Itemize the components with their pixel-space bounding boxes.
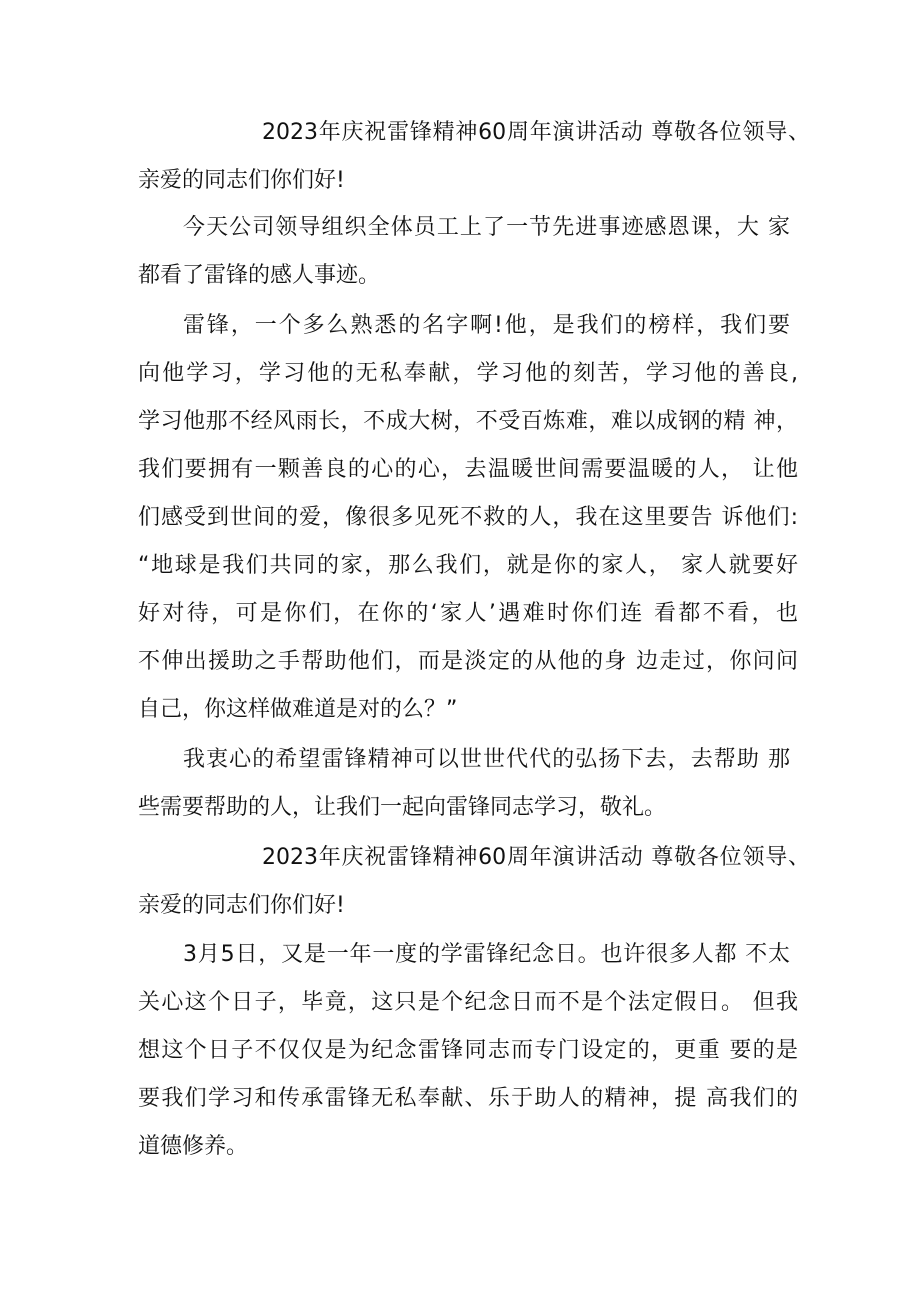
paragraph-line: 们感受到世间的爱，像很多见死不救的人，我在这里要告 诉他们: — [138, 505, 798, 530]
paragraph-line: 今天公司领导组织全体员工上了一节先进事迹感恩课，大 家 — [183, 215, 790, 240]
paragraph-line: 3月5日，又是一年一度的学雷锋纪念日。也许很多人都 不太 — [183, 942, 790, 967]
paragraph-line: 不伸出援助之手帮助他们，而是淡定的从他的身 边走过，你问问 — [138, 649, 798, 674]
section-title: 2023年庆祝雷锋精神60周年演讲活动 尊敬各位领导、 — [262, 120, 810, 145]
paragraph-line: 道德修养。 — [138, 1134, 249, 1159]
paragraph-line: 想这个日子不仅仅是为纪念雷锋同志而专门设定的，更重 要的是 — [138, 1038, 798, 1063]
paragraph-line: 雷锋，一个多么熟悉的名字啊!他，是我们的榜样，我们要 — [183, 313, 790, 338]
paragraph-line: 要我们学习和传承雷锋无私奉献、乐于助人的精神，提 高我们的 — [138, 1086, 798, 1111]
greeting: 亲爱的同志们你们好! — [138, 893, 345, 918]
paragraph-line: 向他学习，学习他的无私奉献，学习他的刻苦，学习他的善良, — [138, 361, 798, 386]
paragraph-line: 我衷心的希望雷锋精神可以世世代代的弘扬下去，去帮助 那 — [183, 747, 790, 772]
paragraph-line: “地球是我们共同的家，那么我们，就是你的家人， 家人就要好 — [138, 553, 798, 578]
paragraph-line: 学习他那不经风雨长，不成大树，不受百炼难，难以成钢的精 神， — [138, 409, 798, 434]
paragraph-line: 我们要拥有一颗善良的心的心，去温暖世间需要温暖的人， 让他 — [138, 457, 798, 482]
paragraph-line: 关心这个日子，毕竟，这只是个纪念日而不是个法定假日。 但我 — [138, 990, 798, 1015]
paragraph-line: 些需要帮助的人，让我们一起向雷锋同志学习，敬礼。 — [138, 795, 667, 820]
paragraph-line: 自己，你这样做难道是对的么？” — [138, 697, 458, 722]
greeting: 亲爱的同志们你们好! — [138, 168, 345, 193]
paragraph-line: 好对待，可是你们，在你的‘家人’遇难时你们连 看都不看，也 — [138, 601, 798, 626]
paragraph-line: 都看了雷锋的感人事迹。 — [138, 263, 381, 288]
section-title: 2023年庆祝雷锋精神60周年演讲活动 尊敬各位领导、 — [262, 845, 810, 870]
